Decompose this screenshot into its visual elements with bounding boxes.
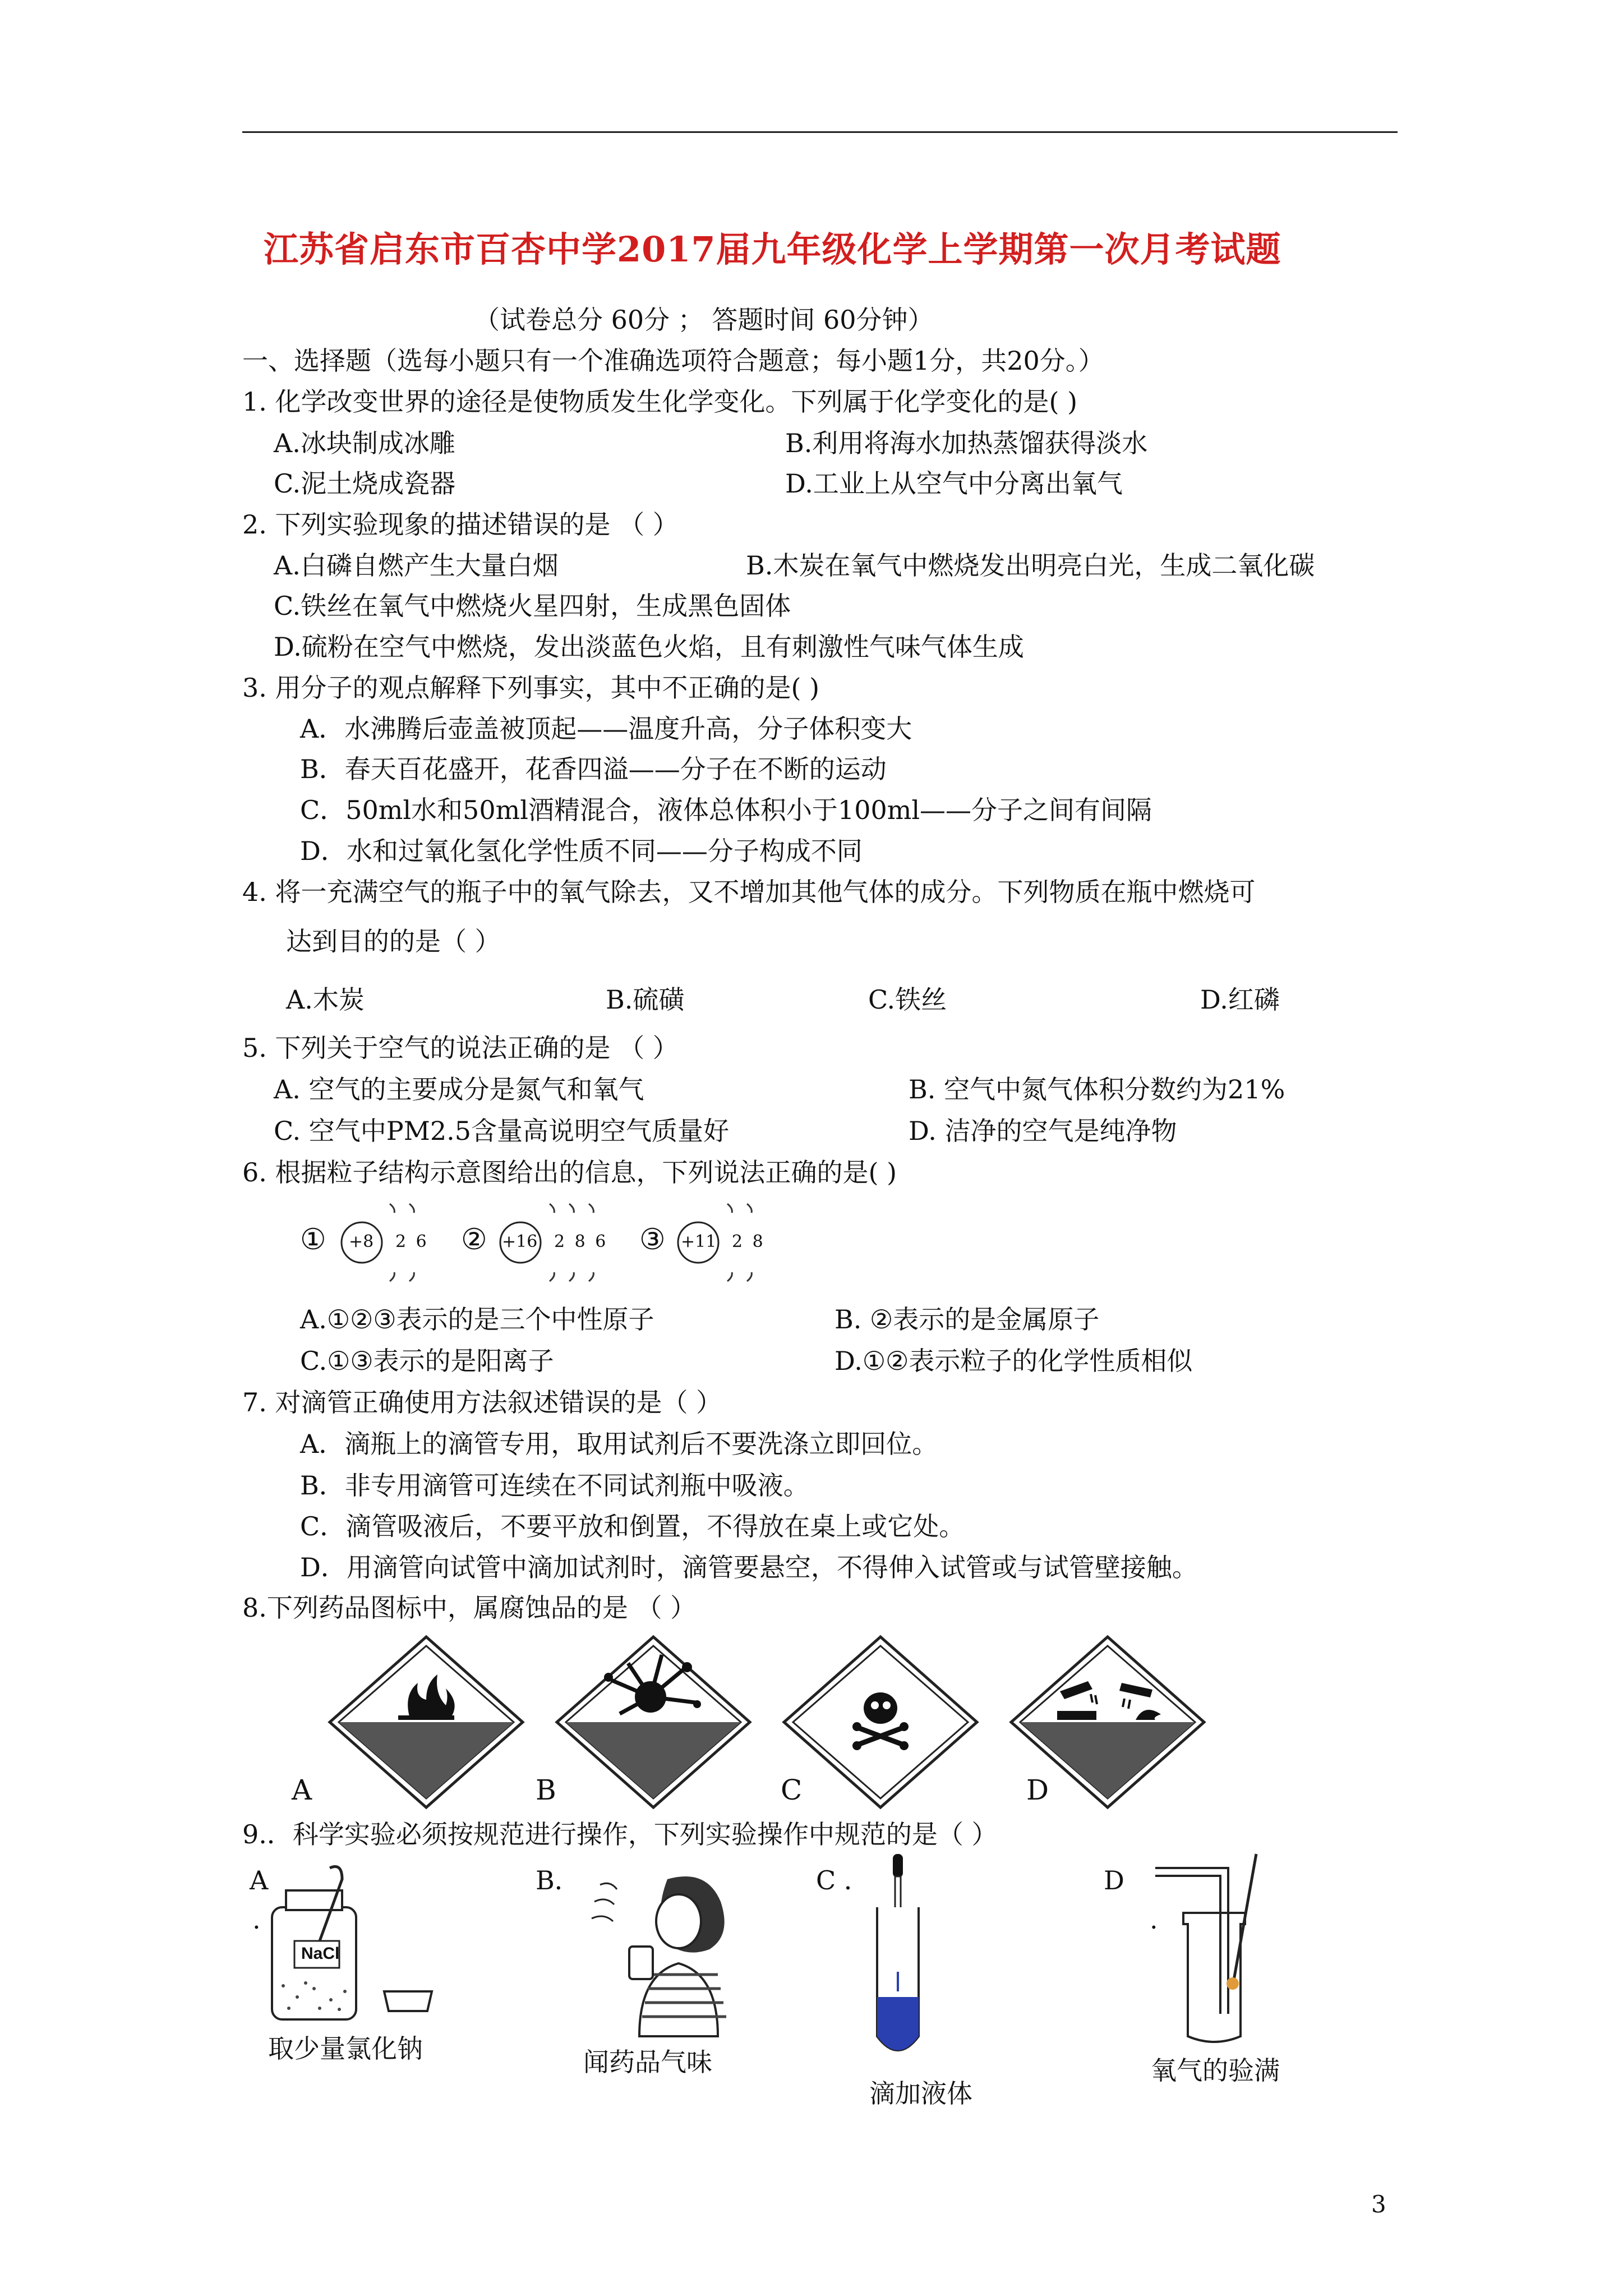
question-6-option-d: D.①②表示粒子的化学性质相似 — [834, 1346, 1193, 1376]
electron-counts-3: 2 8 — [732, 1232, 766, 1251]
question-1-option-b: B.利用将海水加热蒸馏获得淡水 — [785, 428, 1148, 458]
question-4-option-a: A.木炭 — [286, 984, 365, 1015]
question-6-stem: 6. 根据粒子结构示意图给出的信息，下列说法正确的是( ) — [242, 1157, 897, 1188]
diagram-label-3: ③ — [639, 1223, 666, 1257]
question-7-option-d: D．用滴管向试管中滴加试剂时，滴管要悬空，不得伸入试管或与试管壁接触。 — [300, 1552, 1198, 1582]
question-5-option-c: C. 空气中PM2.5含量高说明空气质量好 — [274, 1116, 730, 1146]
question-5-stem: 5. 下列关于空气的说法正确的是 （ ） — [242, 1033, 679, 1063]
reagent-jar-icon — [264, 1857, 443, 2031]
question-7-option-c: C．滴管吸液后，不要平放和倒置，不得放在桌上或它处。 — [300, 1511, 965, 1542]
question-2-option-c: C.铁丝在氧气中燃烧火星四射，生成黑色固体 — [274, 591, 791, 621]
question-3-stem: 3. 用分子的观点解释下列事实，其中不正确的是( ) — [242, 673, 820, 703]
question-2-stem: 2. 下列实验现象的描述错误的是 （ ） — [242, 509, 679, 540]
section-heading: 一、选择题（选每小题只有一个准确选项符合题意；每小题1分，共20分。） — [242, 346, 1104, 376]
test-tube-dropper-icon — [864, 1851, 931, 2064]
question-5-option-d: D. 洁净的空气是纯净物 — [909, 1116, 1177, 1146]
q9-label-d-dot: . — [1150, 1904, 1158, 1935]
question-7-stem: 7. 对滴管正确使用方法叙述错误的是（ ） — [242, 1387, 722, 1418]
diagram-label-1: ① — [300, 1223, 326, 1257]
q9-label-a-dot: . — [252, 1904, 261, 1935]
nucleus-charge-2: +16 — [502, 1232, 538, 1251]
page-title: 江苏省启东市百杏中学2017届九年级化学上学期第一次月考试题 — [264, 229, 1281, 270]
question-3-option-b: B．春天百花盛开，花香四溢——分子在不断的运动 — [300, 754, 887, 784]
question-2-option-d: D.硫粉在空气中燃烧，发出淡蓝色火焰，且有刺激性气味气体生成 — [274, 632, 1024, 662]
question-6-option-c: C.①③表示的是阳离子 — [300, 1346, 554, 1376]
hazard-label-c: C — [781, 1774, 803, 1806]
nucleus-charge-3: +11 — [681, 1232, 717, 1251]
question-6-option-a: A.①②③表示的是三个中性原子 — [300, 1304, 654, 1335]
question-4-stem-line1: 4. 将一充满空气的瓶子中的氧气除去，又不增加其他气体的成分。下列物质在瓶中燃烧可 — [242, 877, 1256, 907]
q9-label-c: C ． — [816, 1865, 870, 1895]
hazard-label-b: B — [536, 1774, 556, 1806]
electron-counts-2: 2 8 6 — [554, 1232, 608, 1251]
page-number: 3 — [1371, 2191, 1386, 2218]
question-7-option-b: B．非专用滴管可连续在不同试剂瓶中吸液。 — [300, 1470, 809, 1501]
question-1-option-d: D.工业上从空气中分离出氧气 — [785, 468, 1123, 499]
question-8-stem: 8.下列药品图标中，属腐蚀品的是 （ ） — [242, 1593, 697, 1623]
diagram-label-2: ② — [461, 1223, 487, 1257]
question-5-option-b: B. 空气中氮气体积分数约为21% — [909, 1074, 1285, 1105]
hazard-label-a: A — [292, 1774, 312, 1806]
q9-label-b: B． — [536, 1865, 580, 1895]
top-rule — [242, 131, 1398, 133]
electron-counts-1: 2 6 — [395, 1232, 429, 1251]
question-3-option-a: A．水沸腾后壶盖被顶起——温度升高，分子体积变大 — [300, 714, 912, 744]
question-5-option-a: A. 空气的主要成分是氮气和氧气 — [274, 1074, 644, 1105]
q9-label-a: A — [250, 1865, 269, 1895]
question-4-stem-line2: 达到目的的是（ ） — [286, 926, 501, 956]
q9-label-d: D — [1104, 1865, 1124, 1895]
caption-take-salt: 取少量氯化钠 — [268, 2033, 423, 2064]
question-6-option-b: B. ②表示的是金属原子 — [834, 1304, 1100, 1335]
question-4-option-b: B.硫磺 — [606, 984, 685, 1015]
question-9-stem: 9.．科学实验必须按规范进行操作，下列实验操作中规范的是（ ） — [242, 1819, 998, 1849]
question-4-option-c: C.铁丝 — [868, 984, 947, 1015]
flammable-hazard-icon — [325, 1632, 527, 1812]
hazard-label-d: D — [1026, 1774, 1049, 1806]
question-3-option-d: D．水和过氧化氢化学性质不同——分子构成不同 — [300, 836, 863, 866]
person-smelling-icon — [583, 1862, 763, 2047]
explosive-hazard-icon — [552, 1632, 754, 1812]
question-2-option-a: A.白磷自燃产生大量白烟 — [274, 550, 559, 581]
nucleus-charge-1: +8 — [349, 1232, 374, 1251]
toxic-hazard-icon — [780, 1632, 981, 1812]
question-1-option-a: A.冰块制成冰雕 — [274, 428, 455, 458]
oxygen-bottle-icon — [1150, 1851, 1295, 2053]
question-1-stem: 1. 化学改变世界的途径是使物质发生化学变化。下列属于化学变化的是( ) — [242, 386, 1078, 417]
nacl-label: NaCl — [301, 1944, 340, 1963]
question-4-option-d: D.红磷 — [1200, 984, 1280, 1015]
exam-info: （试卷总分 60分 ； 答题时间 60分钟） — [474, 305, 934, 335]
caption-add-liquid: 滴加液体 — [869, 2078, 972, 2109]
question-7-option-a: A．滴瓶上的滴管专用，取用试剂后不要洗涤立即回位。 — [300, 1429, 938, 1459]
caption-smell-reagent: 闻药品气味 — [583, 2047, 712, 2077]
question-1-option-c: C.泥土烧成瓷器 — [274, 468, 456, 499]
question-3-option-c: C．50ml水和50ml酒精混合，液体总体积小于100ml——分子之间有间隔 — [300, 795, 1152, 825]
question-2-option-b: B.木炭在氧气中燃烧发出明亮白光，生成二氧化碳 — [746, 550, 1315, 581]
caption-oxygen-test: 氧气的验满 — [1151, 2055, 1280, 2086]
